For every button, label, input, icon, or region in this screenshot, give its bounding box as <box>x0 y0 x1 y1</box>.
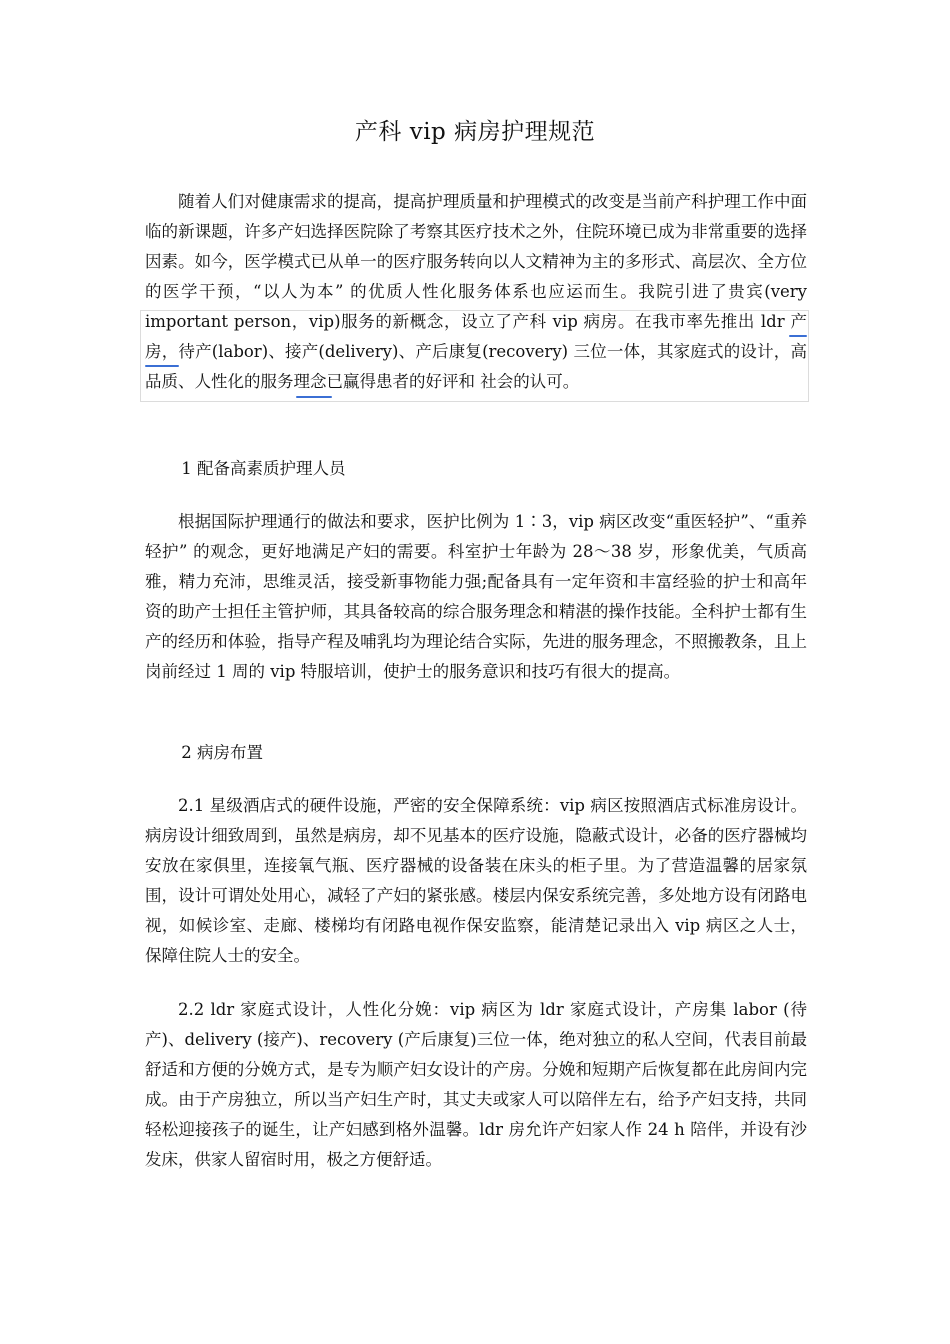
section-heading-staff: 1 配备高素质护理人员 <box>181 459 346 478</box>
paragraph-ldr-design: 2.2 ldr 家庭式设计，人性化分娩：vip 病区为 ldr 家庭式设计，产房集 labor (待产)、delivery (接产)、recovery (产后康复)三位一体，绝对独立的私人空间，代表目前最舒适和方便的分娩方式，是专为顺产妇女设计的产房。分娩和短期产后恢复都在此房间内完成。由于产房独立，所以当产妇生产时，其丈夫或家人可以陪伴左右，给予产妇支持，共同轻松迎接孩子的诞生，让产妇感到格外温馨。ldr 房允许产妇家人作 24 h 陪伴，并设有沙发床，供家人留宿时用，极之方便舒适。 <box>145 1000 807 1169</box>
paragraph-intro: 随着人们对健康需求的提高，提高护理质量和护理模式的改变是当前产科护理工作中面临的新课题，许多产妇选择医院除了考察其医疗技术之外，住院环境已成为非常重要的选择因素。如今，医学模式已从单一的医疗服务转向以人文精神为主的多形式、高层次、全方位的医学干预，“以人为本” 的优质人性化服务体系也应运而生。我院引进了贵宾(very important person，vip)服务的新概念，设立了产科 vip 病房。在我市率先推出 ldr 产房，待产(labor)、接产(delivery)、产后康复(recovery) 三位一体，其家庭式的设计，高品质、人性化的服务理念已赢得患者的好评和 社会的认可。 <box>145 192 807 391</box>
document-title: 产科 vip 病房护理规范 <box>354 119 596 145</box>
paragraph-staff: 根据国际护理通行的做法和要求，医护比例为 1∶3，vip 病区改变“重医轻护”、“重养轻护” 的观念，更好地满足产妇的需要。科室护士年龄为 28～38 岁，形象优美，气质高雅，精力充沛，思维灵活，接受新事物能力强;配备具有一定年资和丰富经验的护士和高年资的助产士担任主管护师，其具备较高的综合服务理念和精湛的操作技能。全科护士都有生产的经历和体验，指导产程及哺乳均为理论结合实际，先进的服务理念，不照搬教条，且上岗前经过 1 周的 vip 特服培训，使护士的服务意识和技巧有很大的提高。 <box>145 512 807 681</box>
section-heading-ward: 2 病房布置 <box>181 743 264 762</box>
paragraph-ward-facilities: 2.1 星级酒店式的硬件设施，严密的安全保障系统：vip 病区按照酒店式标准房设计。病房设计细致周到，虽然是病房，却不见基本的医疗设施，隐蔽式设计，必备的医疗器械均安放在家俱里，连接氧气瓶、医疗器械的设备装在床头的柜子里。为了营造温馨的居家氛围，设计可谓处处用心，减轻了产妇的紧张感。楼层内保安系统完善，多处地方设有闭路电视，如候诊室、走廊、楼梯均有闭路电视作保安监察，能清楚记录出入 vip 病区之人士，保障住院人士的安全。 <box>145 796 807 965</box>
